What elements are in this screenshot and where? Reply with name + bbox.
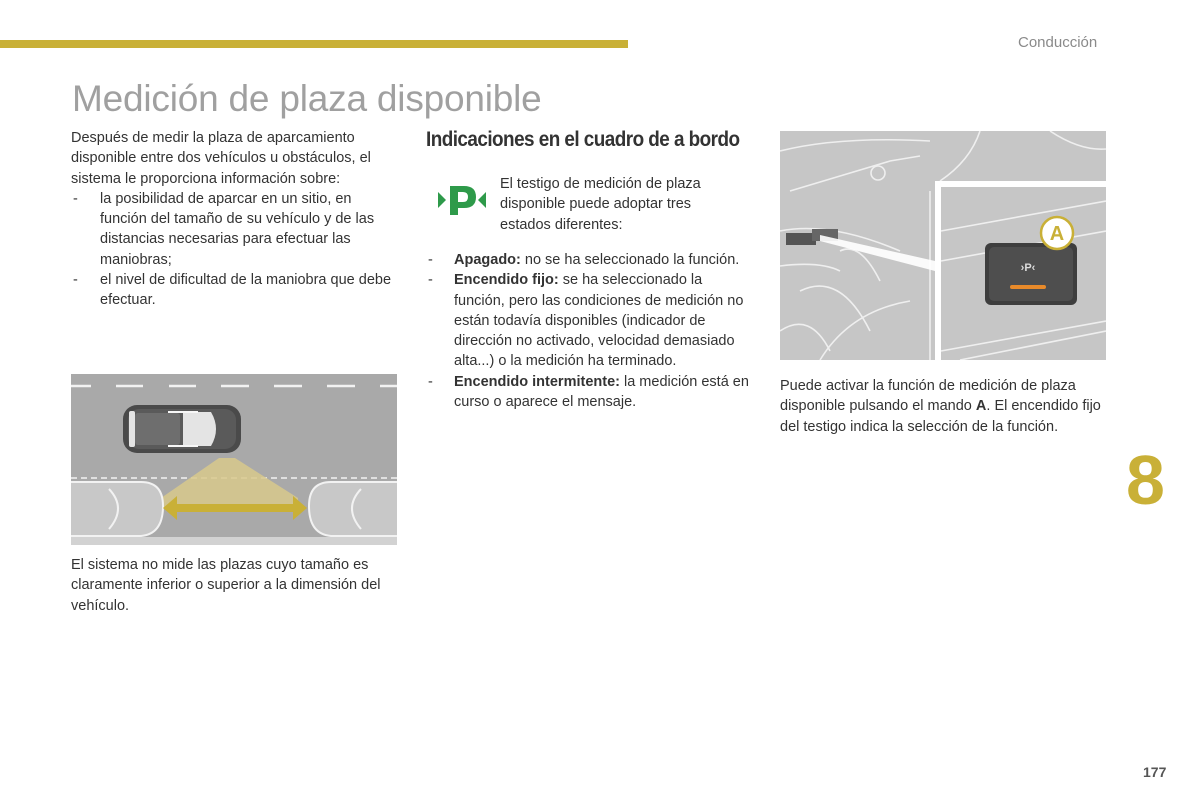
list-item — [426, 250, 756, 270]
caption-reference: A — [975, 398, 987, 415]
state-text: la medición está en curso o aparece el mensaje. — [454, 373, 749, 411]
caption-text: . El encendido fijo del testigo indica la selección de la función. — [780, 398, 1101, 435]
section-heading: Indicaciones en el cuadro de a bordo — [426, 128, 740, 151]
parked-car-left — [71, 482, 163, 536]
parking-space-indicator-icon — [438, 184, 486, 216]
list-item — [426, 270, 756, 371]
state-label: Apagado: — [454, 252, 521, 268]
state-label: Encendido intermitente: — [454, 373, 620, 390]
callout-a — [1040, 217, 1073, 249]
header-accent-bar — [0, 40, 628, 48]
dashboard-button-illustration — [780, 131, 1106, 360]
svg-text:›P‹: ›P‹ — [1020, 262, 1036, 274]
page-number: 177 — [1143, 764, 1167, 780]
caption-text: Puede activar la función de medición de plaza disponible pulsando el mando — [780, 378, 1076, 415]
dashboard-figure-caption — [780, 376, 1120, 437]
list-item: - la posibilidad de aparcar en un sitio, en función del tamaño de su vehículo y de las distancias necesarias para efectuar las maniobras; — [71, 189, 401, 270]
state-text: se ha seleccionado la función, pero las condiciones de medición no están todavía disponibles (indicador de dirección no activado, velocidad demasiado alta...) o la medición ha terminado. — [454, 272, 744, 370]
road-figure-caption: El sistema no mide las plazas cuyo tamaño es claramente inferior o superior a la dimensión del vehículo. — [71, 557, 381, 614]
page-title: Medición de plaza disponible — [72, 78, 542, 119]
indicator-states-list — [426, 250, 756, 412]
parked-car-right — [309, 482, 397, 536]
callout-letter: A — [1049, 223, 1065, 245]
parking-space-illustration — [71, 374, 397, 545]
intro-paragraph: Después de medir la plaza de aparcamiento disponible entre dos vehículos u obstáculos, el sistema le proporciona información sobre: — [71, 130, 371, 187]
list-item — [426, 372, 756, 413]
section-name: Conducción — [1018, 34, 1098, 51]
moving-car — [123, 405, 241, 453]
parking-sensor-button — [985, 243, 1077, 305]
info-list — [71, 189, 401, 311]
list-item: - el nivel de dificultad de la maniobra que debe efectuar. — [71, 270, 401, 311]
state-text: no se ha seleccionado la función. — [520, 252, 740, 268]
chapter-number: 8 — [1126, 441, 1165, 519]
indicator-description: El testigo de medición de plaza disponible puede adoptar tres estados diferentes: — [500, 176, 701, 233]
intro-section — [71, 128, 401, 311]
state-label: Encendido fijo: — [454, 272, 559, 289]
